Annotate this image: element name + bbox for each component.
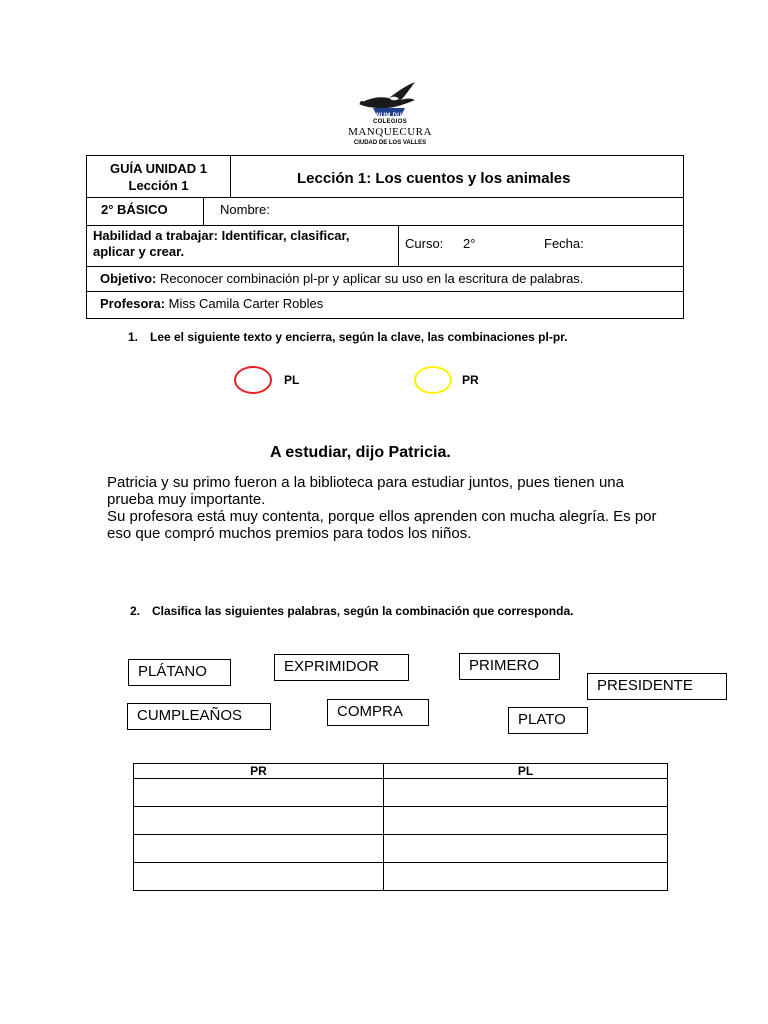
word-card-plato[interactable]: PLATO bbox=[508, 707, 588, 734]
date-label: Fecha: bbox=[544, 236, 584, 251]
question-1-number: 1. bbox=[128, 330, 139, 344]
pl-key-circle bbox=[234, 366, 272, 394]
logo-city: CIUDAD DE LOS VALLES bbox=[353, 140, 427, 146]
table-header-row bbox=[134, 764, 668, 779]
word-card-platano[interactable]: PLÁTANO bbox=[128, 659, 231, 686]
story-paragraph-2: Su profesora está muy contenta, porque ellos aprenden con mucha alegría. Es por eso que compró muchos premios para todos los niños. bbox=[107, 508, 657, 542]
header-table bbox=[86, 155, 684, 319]
header-row-teacher bbox=[87, 292, 683, 318]
logo-motto: VENUM DUCIT bbox=[367, 113, 413, 119]
story-paragraph-1: Patricia y su primo fueron a la biblioteca para estudiar juntos, pues tienen una prueba muy importante. bbox=[107, 474, 624, 508]
guide-cell bbox=[87, 156, 230, 197]
classification-table bbox=[133, 763, 668, 891]
word-card-exprimidor[interactable]: EXPRIMIDOR bbox=[274, 654, 409, 681]
pl-key-label: PL bbox=[284, 373, 300, 387]
question-2-number: 2. bbox=[130, 604, 141, 618]
lesson-title: Lección 1: Los cuentos y los animales bbox=[230, 156, 683, 197]
skill-text: Habilidad a trabajar: Identificar, clasificar, aplicar y crear. bbox=[93, 228, 350, 259]
pr-answer-cell[interactable] bbox=[134, 807, 384, 835]
pr-answer-cell[interactable] bbox=[134, 863, 384, 891]
guide-lesson: Lección 1 bbox=[128, 178, 189, 193]
guide-unit: GUÍA UNIDAD 1 bbox=[109, 161, 208, 176]
name-label: Nombre: bbox=[220, 202, 270, 217]
question-2-text: Clasifica las siguientes palabras, según la combinación que corresponda. bbox=[152, 604, 574, 618]
logo-name: MANQUECURA bbox=[348, 126, 432, 138]
header-row-title bbox=[87, 156, 683, 198]
word-card-presidente[interactable]: PRESIDENTE bbox=[587, 673, 727, 700]
school-logo bbox=[345, 78, 435, 152]
logo-line1: COLEGIOS bbox=[372, 119, 408, 125]
word-card-compra[interactable]: COMPRA bbox=[327, 699, 429, 726]
pr-answer-cell[interactable] bbox=[134, 835, 384, 863]
pr-key-label: PR bbox=[462, 373, 479, 387]
question-2 bbox=[130, 604, 670, 634]
header-row-name bbox=[87, 198, 683, 226]
story-title: A estudiar, dijo Patricia. bbox=[270, 444, 451, 461]
teacher-label: Profesora: bbox=[100, 296, 166, 311]
word-card-cumpleanos[interactable]: CUMPLEAÑOS bbox=[127, 703, 271, 730]
pl-answer-cell[interactable] bbox=[384, 807, 668, 835]
table-row bbox=[134, 807, 668, 835]
objective-cell bbox=[87, 267, 683, 291]
table-row bbox=[134, 863, 668, 891]
table-row bbox=[134, 779, 668, 807]
course-date-cell bbox=[398, 226, 683, 266]
column-header-pr: PR bbox=[134, 764, 384, 779]
pl-answer-cell[interactable] bbox=[384, 835, 668, 863]
pl-answer-cell[interactable] bbox=[384, 863, 668, 891]
word-card-primero[interactable]: PRIMERO bbox=[459, 653, 560, 680]
column-header-pl: PL bbox=[384, 764, 668, 779]
header-row-objective bbox=[87, 267, 683, 292]
course-value: 2° bbox=[463, 236, 476, 251]
story-text bbox=[107, 474, 667, 542]
teacher-name: Miss Camila Carter Robles bbox=[168, 296, 324, 311]
table-row bbox=[134, 835, 668, 863]
question-1-text: Lee el siguiente texto y encierra, según la clave, las combinaciones pl-pr. bbox=[150, 330, 568, 344]
grade-label: 2° BÁSICO bbox=[101, 202, 168, 217]
pl-answer-cell[interactable] bbox=[384, 779, 668, 807]
name-field[interactable] bbox=[203, 198, 683, 225]
teacher-cell bbox=[87, 292, 683, 318]
course-label: Curso: bbox=[405, 236, 444, 251]
objective-label: Objetivo: bbox=[100, 271, 157, 286]
question-1 bbox=[128, 330, 668, 360]
pr-answer-cell[interactable] bbox=[134, 779, 384, 807]
objective-text: Reconocer combinación pl-pr y aplicar su uso en la escritura de palabras. bbox=[159, 271, 584, 286]
pr-key-circle bbox=[414, 366, 452, 394]
header-row-skill bbox=[87, 226, 683, 267]
